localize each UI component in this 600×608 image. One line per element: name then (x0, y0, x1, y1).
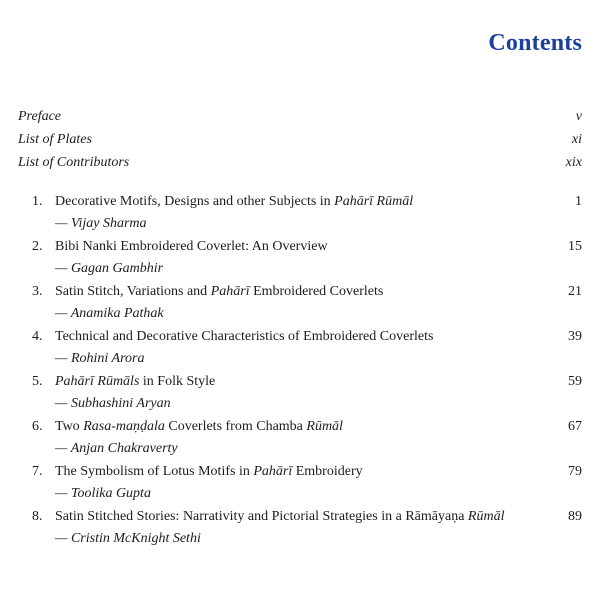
chapter-title (55, 281, 568, 303)
front-matter-row (18, 105, 582, 128)
toc-entry-title-row (18, 416, 582, 438)
toc-entry (18, 416, 582, 460)
toc-entry (18, 191, 582, 235)
chapter-title (55, 191, 575, 213)
chapter-title (55, 236, 568, 258)
toc-entry-title-row (18, 461, 582, 483)
chapter-title (55, 371, 568, 393)
chapter-author: — Rohini Arora (55, 351, 145, 366)
chapter-title-italic-segment: Rasa-maṇḍala (83, 419, 165, 434)
chapter-title-italic-segment: Pahārī Rūmāls (55, 374, 140, 389)
front-matter-list (18, 105, 582, 174)
chapter-title-segment: Decorative Motifs, Designs and other Subjects in (55, 194, 335, 209)
chapter-author: — Anjan Chakraverty (55, 441, 178, 456)
page-title: Contents (488, 30, 582, 56)
chapter-title-italic-segment: Rūmāl (467, 509, 505, 524)
chapter-title-italic-segment: Pahārī (210, 284, 250, 299)
chapter-title-italic-segment: Pahārī (253, 464, 293, 479)
toc-entry-title-row (18, 371, 582, 393)
toc-entry (18, 506, 582, 550)
chapter-title-segment: Satin Stitched Stories: Narrativity and Pictorial Strategies in a Rāmāyaṇa (55, 509, 468, 524)
chapter-title-segment: Coverlets from Chamba (164, 419, 307, 434)
toc-entry (18, 281, 582, 325)
chapter-title (55, 326, 568, 348)
chapter-number: 1. (32, 194, 43, 209)
chapter-title-segment: Satin Stitch, Variations and (55, 284, 211, 299)
chapter-number: 3. (32, 284, 43, 299)
chapter-title (55, 506, 568, 528)
chapter-title-italic-segment: Rūmāl (306, 419, 343, 434)
front-matter-row (18, 128, 582, 151)
chapter-number: 8. (32, 509, 43, 524)
toc-entry (18, 461, 582, 505)
front-matter-row (18, 151, 582, 174)
chapter-title (55, 461, 568, 483)
chapter-author: — Vijay Sharma (55, 216, 147, 231)
front-matter-page-number: xix (565, 155, 582, 170)
chapter-title-segment: Embroidery (292, 464, 363, 479)
chapter-title-segment: Two (55, 419, 84, 434)
chapter-title-segment: Embroidered Coverlets (249, 284, 384, 299)
chapter-title-segment: Technical and Decorative Characteristics of Embroidered Coverlets (55, 329, 434, 344)
toc-entry (18, 371, 582, 415)
toc-entry-title-row (18, 326, 582, 348)
toc-entry (18, 326, 582, 370)
chapter-author: — Subhashini Aryan (55, 396, 171, 411)
front-matter-label: Preface (18, 109, 62, 124)
front-matter-page-number: xi (571, 132, 582, 147)
chapter-list (18, 191, 582, 550)
front-matter-label: List of Plates (18, 132, 92, 147)
chapter-page-number: 15 (568, 239, 582, 254)
toc-entry (18, 236, 582, 280)
chapter-page-number: 59 (568, 374, 582, 389)
chapter-number: 2. (32, 239, 43, 254)
toc-entry-title-row (18, 236, 582, 258)
chapter-page-number: 39 (568, 329, 582, 344)
chapter-page-number: 89 (568, 509, 582, 524)
chapter-page-number: 21 (568, 284, 582, 299)
title-row (18, 0, 582, 57)
chapter-page-number: 67 (568, 419, 582, 434)
front-matter-label: List of Contributors (18, 155, 130, 170)
chapter-title-segment: in Folk Style (139, 374, 216, 389)
toc-entry-title-row (18, 281, 582, 303)
chapter-number: 7. (32, 464, 43, 479)
chapter-page-number: 79 (568, 464, 582, 479)
chapter-number: 5. (32, 374, 43, 389)
toc-entry-title-row (18, 191, 582, 213)
chapter-title-segment: Bibi Nanki Embroidered Coverlet: An Overview (55, 239, 328, 254)
chapter-title-segment: The Symbolism of Lotus Motifs in (55, 464, 254, 479)
chapter-title (55, 416, 568, 438)
front-matter-page-number: v (575, 109, 582, 124)
chapter-author: — Anamika Pathak (55, 306, 164, 321)
chapter-page-number: 1 (575, 194, 582, 209)
chapter-author: — Cristin McKnight Sethi (55, 531, 201, 546)
chapter-number: 6. (32, 419, 43, 434)
chapter-number: 4. (32, 329, 43, 344)
chapter-author: — Toolika Gupta (55, 486, 151, 501)
toc-entry-title-row (18, 506, 582, 528)
chapter-author: — Gagan Gambhir (55, 261, 164, 276)
chapter-title-italic-segment: Pahārī Rūmāl (334, 194, 414, 209)
